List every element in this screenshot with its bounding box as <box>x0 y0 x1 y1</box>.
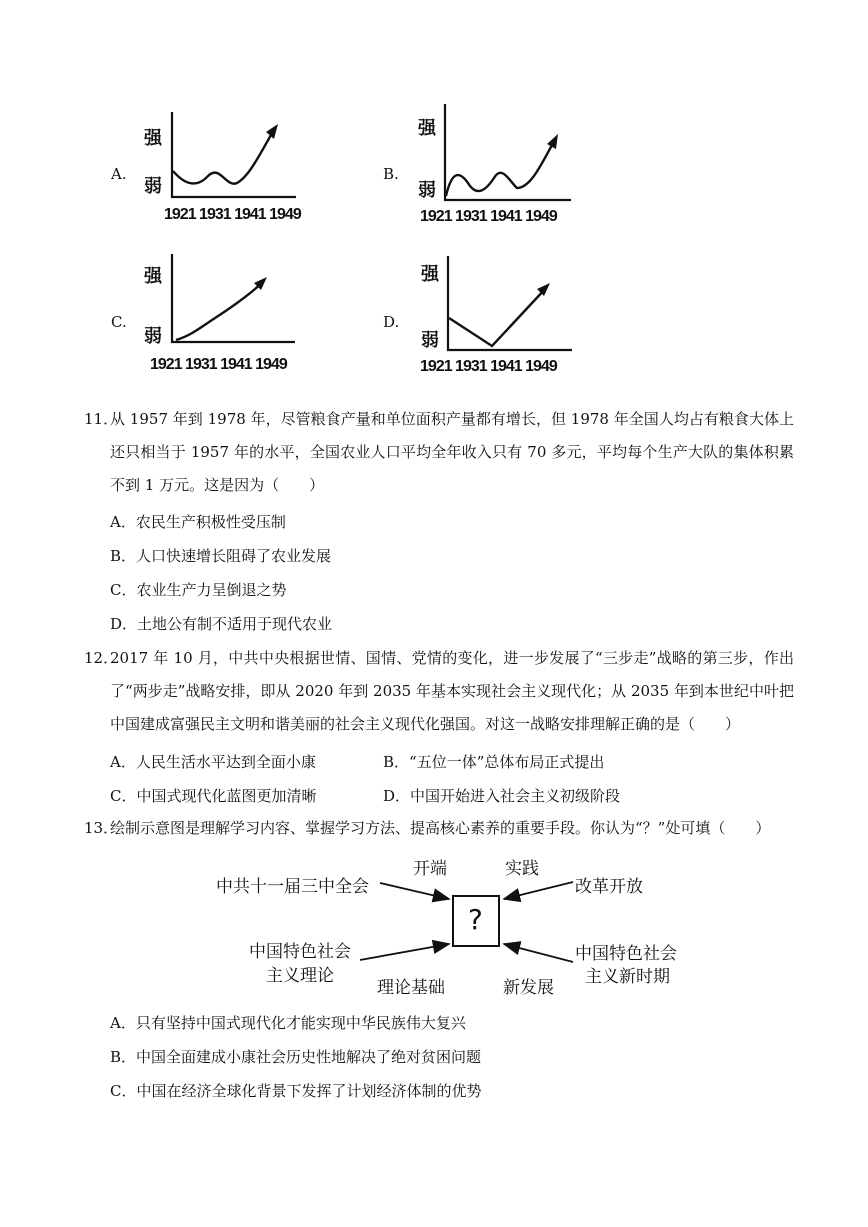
y-label-weak: 弱 <box>418 180 436 201</box>
q13-option-c[interactable]: C．中国在经济全球化背景下发挥了计划经济体制的优势 <box>110 1082 482 1100</box>
q12-option-c[interactable]: C．中国式现代化蓝图更加清晰 <box>110 787 317 805</box>
label-new-development: 新发展 <box>503 978 554 998</box>
question-number: 13． <box>84 819 119 837</box>
question-number: 11． <box>84 410 119 428</box>
option-letter: D. <box>383 313 400 331</box>
y-label-strong: 强 <box>418 118 436 139</box>
q12-option-a[interactable]: A．人民生活水平达到全面小康 <box>110 753 316 771</box>
node-theory-line2: 主义理论 <box>266 966 334 986</box>
option-letter: A. <box>111 165 127 183</box>
y-label-strong: 强 <box>144 266 162 287</box>
q11-option-d[interactable]: D．土地公有制不适用于现代农业 <box>110 615 333 633</box>
node-new-era-line2: 主义新时期 <box>585 967 670 987</box>
y-label-weak: 弱 <box>421 330 439 351</box>
center-question-mark: ? <box>468 903 483 936</box>
x-tick-labels: 1921 1931 1941 1949 <box>150 356 287 373</box>
q12-option-b[interactable]: B．“五位一体”总体布局正式提出 <box>383 753 605 771</box>
y-label-strong: 强 <box>144 128 162 149</box>
node-third-plenum: 中共十一届三中全会 <box>216 877 369 897</box>
y-label-weak: 弱 <box>144 326 162 347</box>
x-tick-labels: 1921 1931 1941 1949 <box>420 358 557 375</box>
question-text: 2017 年 10 月，中共中央根据世情、国情、党情的变化，进一步发展了“三步走”战略的第三步，作出了“两步走”战略安排，即从 2020 年到 2035 年基本实现社会主义现代化；从 2035 年到本世纪中叶把中国建成富强民主文明和谐美丽的社会主义现代化强国。对这一战略安排理解正确的是（ ） <box>110 649 794 733</box>
option-letter: C. <box>111 313 127 331</box>
q13-option-a[interactable]: A．只有坚持中国式现代化才能实现中华民族伟大复兴 <box>110 1014 466 1032</box>
q12-option-d[interactable]: D．中国开始进入社会主义初级阶段 <box>383 787 621 805</box>
node-reform-opening: 改革开放 <box>575 877 643 897</box>
y-label-strong: 强 <box>421 264 439 285</box>
q11-option-b[interactable]: B．人口快速增长阻碍了农业发展 <box>110 547 332 565</box>
question-number: 12． <box>84 649 119 667</box>
x-tick-labels: 1921 1931 1941 1949 <box>164 206 301 223</box>
label-theory-basis: 理论基础 <box>377 978 445 998</box>
x-tick-labels: 1921 1931 1941 1949 <box>420 208 557 225</box>
label-beginning: 开端 <box>413 859 447 879</box>
q11-option-a[interactable]: A．农民生产积极性受压制 <box>110 513 286 531</box>
q11-option-c[interactable]: C．农业生产力呈倒退之势 <box>110 581 287 599</box>
node-new-era-line1: 中国特色社会 <box>575 944 677 964</box>
y-label-weak: 弱 <box>144 176 162 197</box>
question-text: 从 1957 年到 1978 年，尽管粮食产量和单位面积产量都有增长，但 1978 年全国人均占有粮食大体上还只相当于 1957 年的水平，全国农业人口平均全年收入只有 70 多元，平均每个生产大队的集体积累不到 1 万元。这是因为（ ） <box>110 410 794 494</box>
question-text: 绘制示意图是理解学习内容、掌握学习方法、提高核心素养的重要手段。你认为“？”处可填（ ） <box>110 819 771 837</box>
option-letter: B. <box>383 165 399 183</box>
q13-option-b[interactable]: B．中国全面建成小康社会历史性地解决了绝对贫困问题 <box>110 1048 482 1066</box>
label-practice: 实践 <box>505 859 539 879</box>
node-theory-line1: 中国特色社会 <box>249 942 351 962</box>
